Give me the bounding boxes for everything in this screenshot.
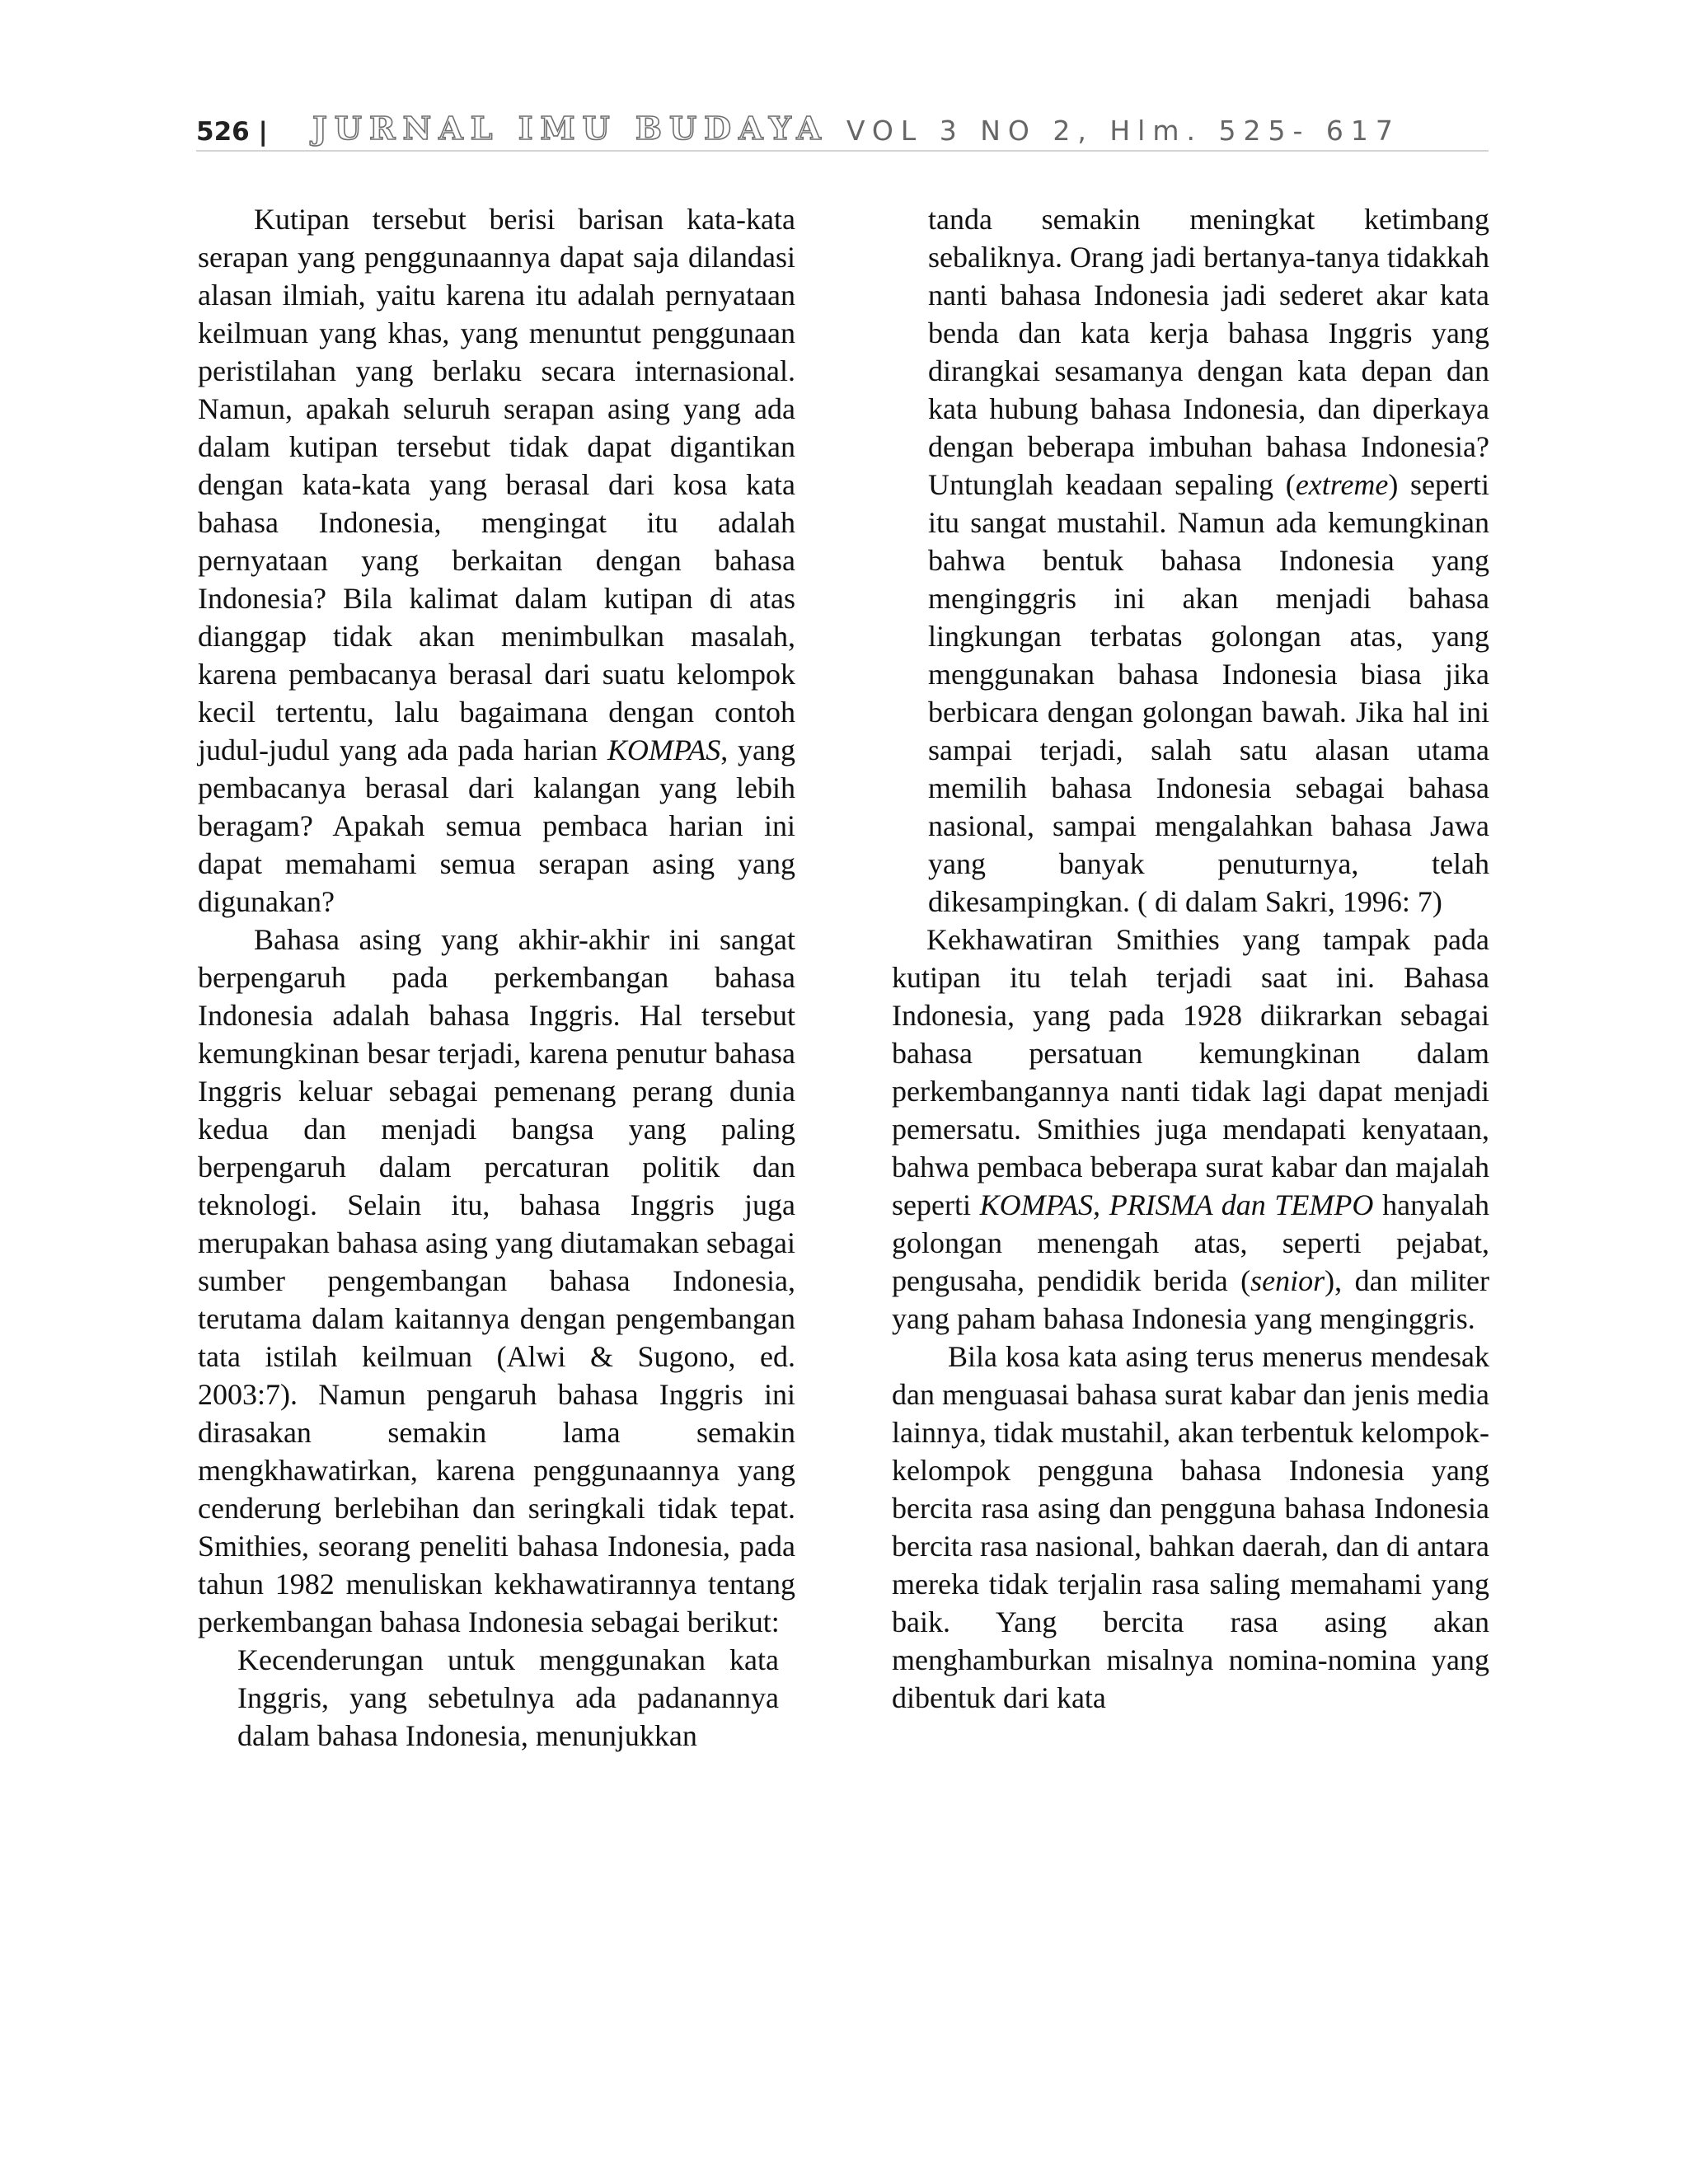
- paragraph: Kekhawatiran Smithies yang tampak pada kutipan itu telah terjadi saat ini. Bahasa Indonesia, yang pada 1928 diikrarkan sebagai bahasa persatuan kemungkinan dalam perkembangannya nanti tidak lagi dapat menjadi pemersatu. Smithies juga mendapati kenyataan, bahwa pembaca beberapa surat kabar dan majalah seperti KOMPAS, PRISMA dan TEMPO hanyalah golongan menengah atas, seperti pejabat, pengusaha, pendidik berida (senior), dan militer yang paham bahasa Indonesia yang menginggris.: [892, 923, 1490, 1335]
- page-number: 526 |: [196, 117, 268, 147]
- block-quote-continued: tanda semakin meningkat ketimbang sebaliknya. Orang jadi bertanya-tanya tidakkah nanti bahasa Indonesia jadi sederet akar kata benda dan kata kerja bahasa Inggris yang dirangkai sesamanya dengan kata depan dan kata hubung bahasa Indonesia, dan diperkaya dengan beberapa imbuhan bahasa Indonesia? Untunglah keadaan sepaling (extreme) seperti itu sangat mustahil. Namun ada kemungkinan bahwa bentuk bahasa Indonesia yang menginggris ini akan menjadi bahasa lingkungan terbatas golongan atas, yang menggunakan bahasa Indonesia biasa jika berbicara dengan golongan bawah. Jika hal ini sampai terjadi, salah satu alasan utama memilih bahasa Indonesia sebagai bahasa nasional, sampai mengalahkan bahasa Jawa yang banyak penuturnya, telah dikesampingkan. ( di dalam Sakri, 1996: 7): [928, 203, 1490, 918]
- running-header: [196, 109, 1489, 152]
- paragraph: Bila kosa kata asing terus menerus mendesak dan menguasai bahasa surat kabar dan jenis media lainnya, tidak mustahil, akan terbentuk kelompok-kelompok pengguna bahasa Indonesia yang bercita rasa asing dan pengguna bahasa Indonesia bercita rasa nasional, bahkan daerah, dan di antara mereka tidak terjalin rasa saling memahami yang baik. Yang bercita rasa asing akan menghamburkan misalnya nomina-nomina yang dibentuk dari kata: [892, 1340, 1489, 1714]
- right-column: [892, 200, 1489, 1717]
- journal-title: JURNAL IMU BUDAYA: [312, 110, 828, 147]
- paragraph: Bahasa asing yang akhir-akhir ini sangat berpengaruh pada perkembangan bahasa Indonesia adalah bahasa Inggris. Hal tersebut kemungkinan besar terjadi, karena penutur bahasa Inggris keluar sebagai pemenang perang dunia kedua dan menjadi bangsa yang paling berpengaruh dalam percaturan politik dan teknologi. Selain itu, bahasa Inggris juga merupakan bahasa asing yang diutamakan sebagai sumber pengembangan bahasa Indonesia, terutama dalam kaitannya dengan pengembangan tata istilah keilmuan (Alwi & Sugono, ed. 2003:7). Namun pengaruh bahasa Inggris ini dirasakan semakin lama semakin mengkhawatirkan, karena penggunaannya yang cenderung berlebihan dan seringkali tidak tepat. Smithies, seorang peneliti bahasa Indonesia, pada tahun 1982 menuliskan kekhawatirannya tentang perkembangan bahasa Indonesia sebagai berikut:: [198, 923, 795, 1638]
- paragraph: Kutipan tersebut berisi barisan kata-kata serapan yang penggunaannya dapat saja dilandasi alasan ilmiah, yaitu karena itu adalah pernyataan keilmuan yang khas, yang menuntut penggunaan peristilahan yang berlaku secara internasional. Namun, apakah seluruh serapan asing yang ada dalam kutipan tersebut tidak dapat digantikan dengan kata-kata yang berasal dari kosa kata bahasa Indonesia, mengingat itu adalah pernyataan yang berkaitan dengan bahasa Indonesia? Bila kalimat dalam kutipan di atas dianggap tidak akan menimbulkan masalah, karena pembacanya berasal dari suatu kelompok kecil tertentu, lalu bagaimana dengan contoh judul-judul yang ada pada harian KOMPAS, yang pembacanya berasal dari kalangan yang lebih beragam? Apakah semua pembaca harian ini dapat memahami semua serapan asing yang digunakan?: [198, 203, 796, 918]
- left-column: [198, 200, 795, 1755]
- block-quote: Kecenderungan untuk menggunakan kata Inggris, yang sebetulnya ada padanannya dalam bahasa Indonesia, menunjukkan: [237, 1643, 779, 1752]
- volume-info: VOL 3 NO 2, Hlm. 525- 617: [846, 115, 1400, 147]
